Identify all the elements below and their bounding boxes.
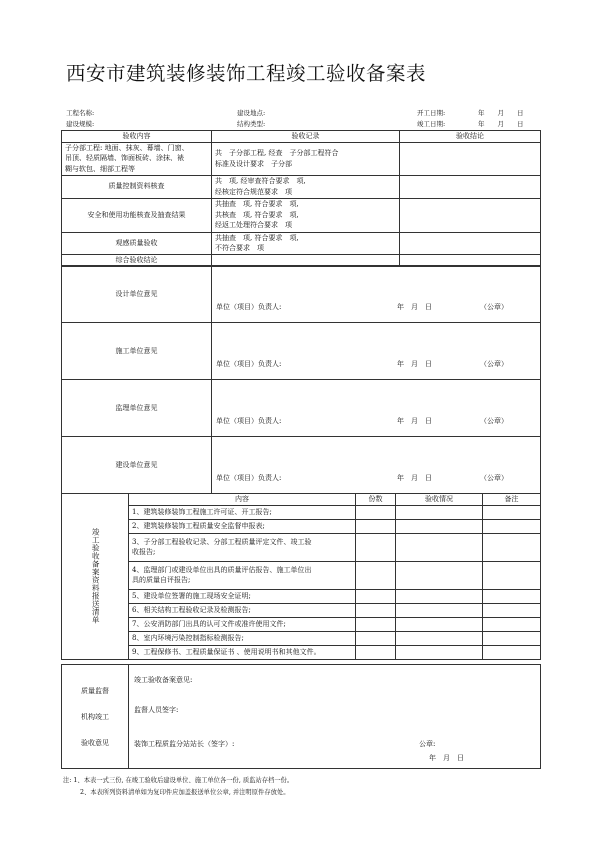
supervision-date: 年 月 日: [429, 754, 464, 762]
col-header-record: 验收记录: [212, 131, 400, 143]
checklist-header-status: 验收情况: [396, 494, 483, 506]
checklist-status-3[interactable]: [396, 533, 483, 561]
row-safety-conclusion[interactable]: [400, 198, 541, 232]
checklist-status-6[interactable]: [396, 603, 483, 617]
checklist-remark-4[interactable]: [483, 561, 541, 589]
checklist-copies-2[interactable]: [356, 519, 396, 533]
col-header-conclusion: 验收结论: [400, 131, 541, 143]
row-subparts-record[interactable]: 共 子分部工程, 经查 子分部工程符合 标准及设计要求 子分部: [212, 142, 400, 175]
checklist-remark-7[interactable]: [483, 617, 541, 631]
checklist-header-remarks: 备注: [483, 494, 541, 506]
checklist-status-4[interactable]: [396, 561, 483, 589]
checklist-copies-8[interactable]: [356, 631, 396, 645]
supervision-seal-label: 公章:: [419, 740, 436, 748]
checklist-remark-5[interactable]: [483, 589, 541, 603]
checklist-remark-9[interactable]: [483, 645, 541, 659]
checklist-copies-6[interactable]: [356, 603, 396, 617]
checklist-status-1[interactable]: [396, 505, 483, 519]
checklist-copies-7[interactable]: [356, 617, 396, 631]
opinions-table: [61, 265, 541, 494]
col-header-content: 验收内容: [62, 131, 212, 143]
row-quality-control-conclusion[interactable]: [400, 175, 541, 198]
checklist-item-6: 6、相关结构工程验收记录及检测报告;: [129, 603, 356, 617]
construction-opinion-field[interactable]: [212, 323, 541, 380]
supervision-table: [61, 664, 541, 769]
checklist-status-5[interactable]: [396, 589, 483, 603]
owner-seal: （公章）: [480, 473, 508, 482]
row-safety-record[interactable]: 共抽查 项, 符合要求 项, 共核查 项, 符合要求 项, 经返工处理符合要求 项: [212, 198, 400, 232]
design-sign-line: 单位（项目）负责人:: [216, 302, 282, 311]
design-opinion-field[interactable]: [212, 266, 541, 323]
row-appearance-record[interactable]: 共抽查 项, 符合要求 项, 不符合要求 项: [212, 232, 400, 254]
location-label: 建设地点:: [237, 109, 266, 117]
owner-opinion-label: 建设单位意见: [62, 437, 212, 494]
owner-date: 年 月 日: [397, 473, 432, 482]
row-subparts-content: 子分部工程: 地面、抹灰、幕墙、门窗、 吊顶、轻质隔墙、饰面板砖、涂抹、裱 糊与软包、细部工程等: [62, 142, 212, 175]
row-overall-content: 综合验收结论: [62, 254, 212, 266]
checklist-item-8: 8、室内环境污染控制指标检测报告;: [129, 631, 356, 645]
end-date-label: 竣工日期:: [417, 120, 446, 128]
checklist-copies-5[interactable]: [356, 589, 396, 603]
checklist-item-9: 9、工程保修书、工程质量保证书 、使用说明书和其他文件。: [129, 645, 356, 659]
checklist-copies-4[interactable]: [356, 561, 396, 589]
row-safety-content: 安全和使用功能核查及抽查结果: [62, 198, 212, 232]
end-date-value: 年 月 日: [478, 120, 524, 128]
owner-sign-line: 单位（项目）负责人:: [216, 473, 282, 482]
construction-sign-line: 单位（项目）负责人:: [216, 359, 282, 368]
supervisor-opinion-label: 监理单位意见: [62, 380, 212, 437]
checklist-status-9[interactable]: [396, 645, 483, 659]
start-date-label: 开工日期:: [417, 109, 446, 117]
checklist-status-2[interactable]: [396, 519, 483, 533]
row-quality-control-content: 质量控制资料核查: [62, 175, 212, 198]
checklist-copies-1[interactable]: [356, 505, 396, 519]
checklist-remark-2[interactable]: [483, 519, 541, 533]
checklist-header-content: 内容: [129, 494, 356, 506]
checklist-item-4: 4、监理部门或建设单位出具的质量评估报告、施工单位出 具的质量自评报告;: [129, 561, 356, 589]
row-appearance-conclusion[interactable]: [400, 232, 541, 254]
design-opinion-label: 设计单位意见: [62, 266, 212, 323]
station-chief-sign-label: 装饰工程质监分站站长（签字）:: [134, 740, 235, 748]
checklist-side-label: 竣工验收备案资料报送清单: [62, 494, 129, 660]
structure-label: 结构类型:: [237, 120, 266, 128]
checklist-copies-9[interactable]: [356, 645, 396, 659]
checklist-remark-6[interactable]: [483, 603, 541, 617]
supervision-label: 质量监督 机构竣工 验收意见: [62, 665, 129, 769]
supervisor-seal: （公章）: [480, 416, 508, 425]
filing-opinion-label: 竣工验收备案意见:: [134, 676, 193, 684]
construction-seal: （公章）: [480, 359, 508, 368]
checklist-remark-1[interactable]: [483, 505, 541, 519]
checklist-copies-3[interactable]: [356, 533, 396, 561]
acceptance-table: [61, 130, 541, 267]
note-2: 2、本表所列资料清单如为复印件应加盖报送单位公章, 并注明原件存放处。: [80, 789, 290, 796]
owner-opinion-field[interactable]: [212, 437, 541, 494]
checklist-status-7[interactable]: [396, 617, 483, 631]
row-quality-control-record[interactable]: 共 项, 经审查符合要求 项, 经核定符合规范要求 项: [212, 175, 400, 198]
checklist-item-2: 2、建筑装修装饰工程质量安全监督申报表;: [129, 519, 356, 533]
project-name-label: 工程名称:: [66, 109, 95, 117]
checklist-header-copies: 份数: [356, 494, 396, 506]
construction-date: 年 月 日: [397, 359, 432, 368]
supervisor-opinion-field[interactable]: [212, 380, 541, 437]
row-appearance-content: 观感质量验收: [62, 232, 212, 254]
scale-label: 建设规模:: [66, 120, 95, 128]
start-date-value: 年 月 日: [478, 109, 524, 117]
supervision-opinion-field[interactable]: [129, 665, 541, 769]
checklist-remark-8[interactable]: [483, 631, 541, 645]
page-title: 西安市建筑装修装饰工程竣工验收备案表: [66, 62, 427, 85]
checklist-remark-3[interactable]: [483, 533, 541, 561]
checklist-item-3: 3、子分部工程验收记录、分部工程质量评定文件、竣工验 收报告;: [129, 533, 356, 561]
construction-opinion-label: 施工单位意见: [62, 323, 212, 380]
checklist-item-7: 7、公安消防部门出具的认可文件或准许使用文件;: [129, 617, 356, 631]
design-seal: （公章）: [480, 302, 508, 311]
supervisor-date: 年 月 日: [397, 416, 432, 425]
design-date: 年 月 日: [397, 302, 432, 311]
inspector-sign-label: 监督人员签字:: [134, 706, 179, 714]
checklist-item-1: 1、建筑装修装饰工程施工许可证、开工报告;: [129, 505, 356, 519]
row-subparts-conclusion[interactable]: [400, 142, 541, 175]
checklist-status-8[interactable]: [396, 631, 483, 645]
checklist-item-5: 5、建设单位签署的施工现场安全证明;: [129, 589, 356, 603]
supervisor-sign-line: 单位（项目）负责人:: [216, 416, 282, 425]
note-1: 注: 1、本表一式三份, 在竣工验收后建设单位、施工单位各一份, 质监站存档一份。: [63, 777, 294, 784]
checklist-table: [61, 493, 541, 660]
